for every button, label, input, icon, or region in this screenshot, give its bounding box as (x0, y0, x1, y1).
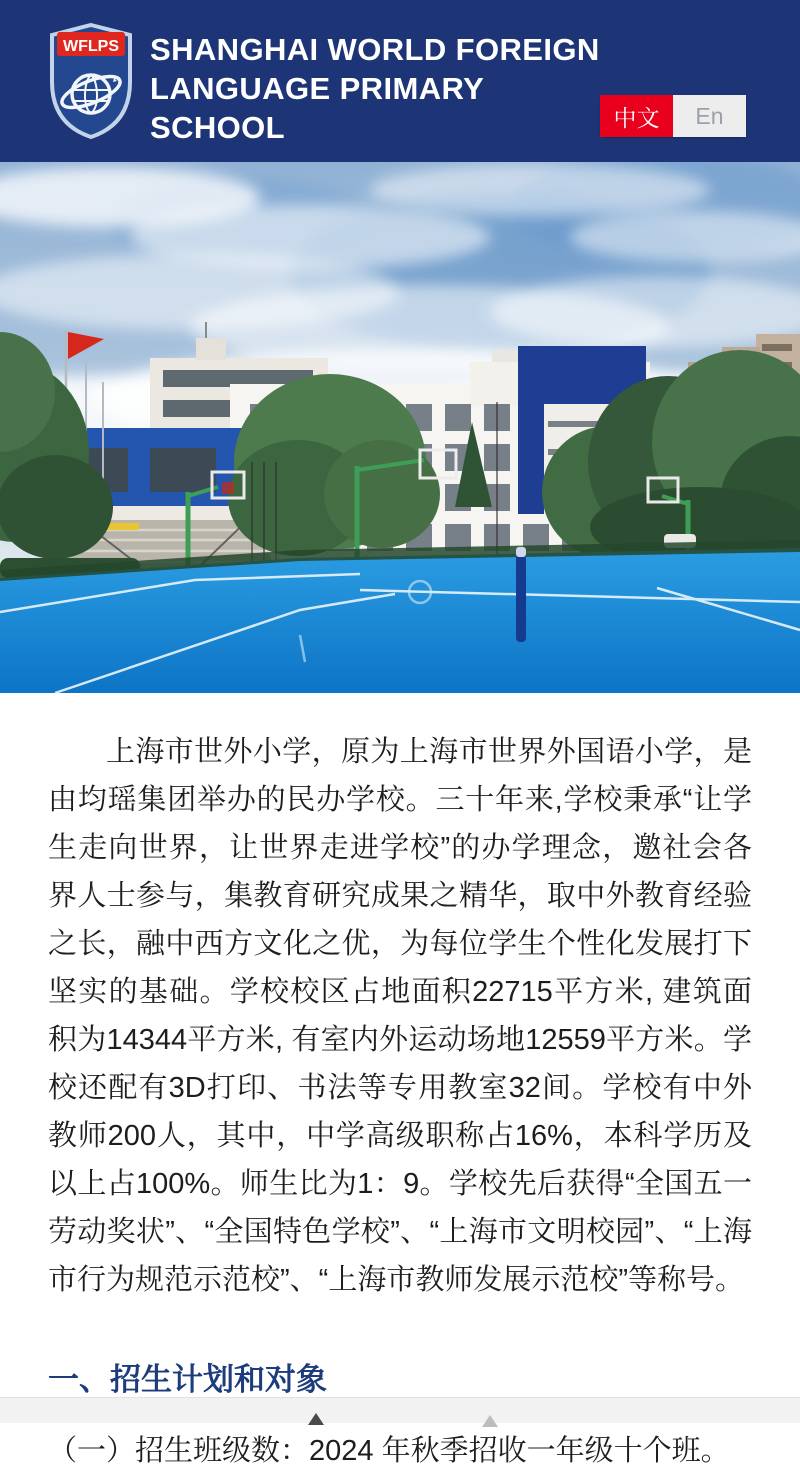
enrollment-classes-paragraph: （一）招生班级数：2024 年秋季招收一年级十个班。 (48, 1435, 730, 1467)
lang-chinese-button[interactable]: 中文 (600, 95, 673, 137)
site-header (0, 0, 800, 162)
school-logo (48, 22, 134, 145)
school-name-line3: SCHOOL (150, 110, 286, 145)
lang-english-button[interactable]: En (673, 95, 746, 137)
sports-court (0, 540, 800, 693)
back-arrow-icon[interactable] (308, 1413, 324, 1425)
article (0, 693, 800, 1475)
school-name-line1: SHANGHAI WORLD FOREIGN (150, 32, 600, 67)
campus-photo (0, 162, 800, 693)
school-name-line2: LANGUAGE PRIMARY (150, 71, 485, 106)
school-intro-paragraph: 上海市世外小学，原为上海市世界外国语小学，是由均瑶集团举办的民办学校。三十年来,学校秉承“让学生走向世界，让世界走进学校”的办学理念，邀社会各界人士参与，集教育研究成果之精华，取中外教育经验之长，融中西方文化之优，为每位学生个性化发展打下坚实的基础。学校校区占地面积22715平方米, 建筑面积为14344平方米, 有室内外运动场地12559平方米。学校还配有3D打印、书法等专用教室32间。学校有中外教师200人，其中，中学高级职称占16%，本科学历及以上占100%。师生比为1：9。学校先后获得“全国五一劳动奖状”、“全国特色学校”、“上海市文明校园”、“上海市行为规范示范校”、“上海市教师发展示范校”等称号。 (48, 736, 752, 1296)
school-name (150, 30, 600, 147)
svg-text:WFLPS: WFLPS (63, 38, 119, 55)
language-toggle (600, 95, 746, 137)
shield-globe-icon (48, 22, 134, 140)
forward-arrow-icon[interactable] (482, 1415, 498, 1427)
section-heading-enrollment-plan: 一、招生计划和对象 (48, 1362, 327, 1397)
browser-bottom-bar (0, 1397, 800, 1423)
